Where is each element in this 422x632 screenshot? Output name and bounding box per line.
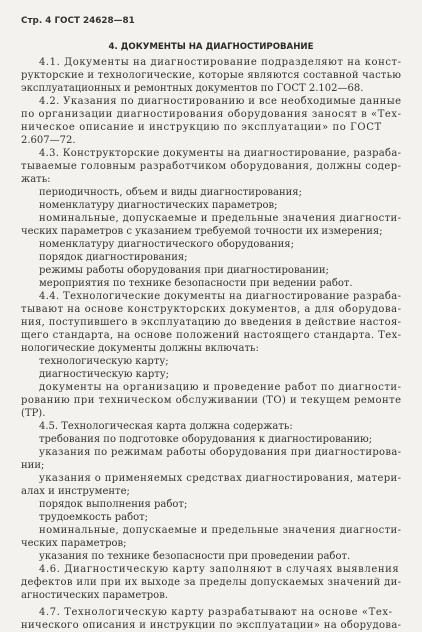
text-line: ния, поступившего в эксплуатацию до введения в действие настоя-	[21, 317, 402, 328]
text-line: указания о применяемых средствах диагностирования, матери-	[39, 473, 402, 484]
text-line: (ТР).	[21, 408, 46, 419]
text-line: 4.2. Указания по диагностированию и все необходимые данные	[39, 96, 402, 107]
text-line: дефектов или при их выходе за пределы допускаемых значений ди-	[21, 577, 402, 588]
text-line: порядок диагностирования;	[39, 252, 188, 263]
page-header: Стр. 4 ГОСТ 24628—81	[21, 16, 135, 26]
text-line: 4.4. Технологические документы на диагностирование разраба-	[39, 291, 402, 302]
text-line: номинальные, допускаемые и предельные значения диагности-	[39, 213, 402, 224]
text-line: указания по технике безопасности при проведении работ.	[39, 551, 351, 562]
text-line: номинальные, допускаемые и предельные значения диагности-	[39, 525, 402, 536]
text-line: алах и инструменте;	[21, 486, 130, 497]
section-title: 4. ДОКУМЕНТЫ НА ДИАГНОСТИРОВАНИЕ	[108, 42, 314, 52]
text-line: 4.5. Технологическая карта должна содержать:	[39, 421, 293, 432]
text-line: периодичность, объем и виды диагностирования;	[39, 187, 302, 198]
text-line: по организации диагностирования оборудования заносят в «Тех-	[21, 109, 402, 120]
text-line: рованию при техническом обслуживании (ТО) и текущем ремонте	[21, 395, 402, 406]
text-line: порядок выполнения работ;	[39, 499, 188, 510]
text-line: трудоемкость работ;	[39, 512, 149, 523]
text-line: эксплуатационных и ремонтных документов по ГОСТ 2.102—68.	[21, 83, 364, 94]
text-line: нического описания и инструкции по эксплуатации» на оборудова-	[21, 620, 402, 631]
text-line: диагностическую карту;	[39, 369, 170, 380]
text-line: требования по подготовке оборудования к диагностированию;	[39, 434, 373, 445]
text-line: 2.607—72.	[21, 135, 76, 146]
text-line: номенклатуру диагностических параметров;	[39, 200, 278, 211]
text-line: мероприятия по технике безопасности при ведении работ.	[39, 278, 353, 289]
text-line: тывают на основе конструкторских документов, а для оборудова-	[21, 304, 402, 315]
text-line: документы на организацию и проведение работ по диагности-	[39, 382, 402, 393]
text-line: номенклатуру диагностического оборудования;	[39, 239, 294, 250]
text-line: нии;	[21, 460, 45, 471]
text-line: технологическую карту;	[39, 356, 169, 367]
text-line: 4.7. Технологическую карту разрабатывают на основе «Тех-	[39, 607, 393, 618]
text-line: ническое описание и инструкцию по эксплуатации» по ГОСТ	[21, 122, 382, 133]
text-line: 4.1. Документы на диагностирование подразделяют на конст-	[39, 57, 402, 68]
text-line: рукторские и технологические, которые являются составной частью	[21, 70, 402, 81]
text-line: 4.3. Конструкторские документы на диагностирование, разраба-	[39, 148, 402, 159]
text-line: щего стандарта, на основе положений настоящего стандарта. Тех-	[21, 330, 402, 341]
text-line: режимы работы оборудования при диагностировании;	[39, 265, 329, 276]
text-line: нологические документы должны включать:	[21, 343, 259, 354]
text-line: ческих параметров с указанием требуемой точности их измерения;	[21, 226, 383, 237]
text-line: тываемые головным разработчиком оборудования, должны содер-	[21, 161, 402, 172]
text-line: 4.6. Диагностическую карту заполняют в случаях выявления	[39, 564, 400, 575]
text-line: указания по режимам работы оборудования при диагностирова-	[39, 447, 402, 458]
text-line: агностических параметров.	[21, 590, 168, 601]
text-line: ческих параметров;	[21, 538, 127, 549]
text-line: жать:	[21, 174, 51, 185]
